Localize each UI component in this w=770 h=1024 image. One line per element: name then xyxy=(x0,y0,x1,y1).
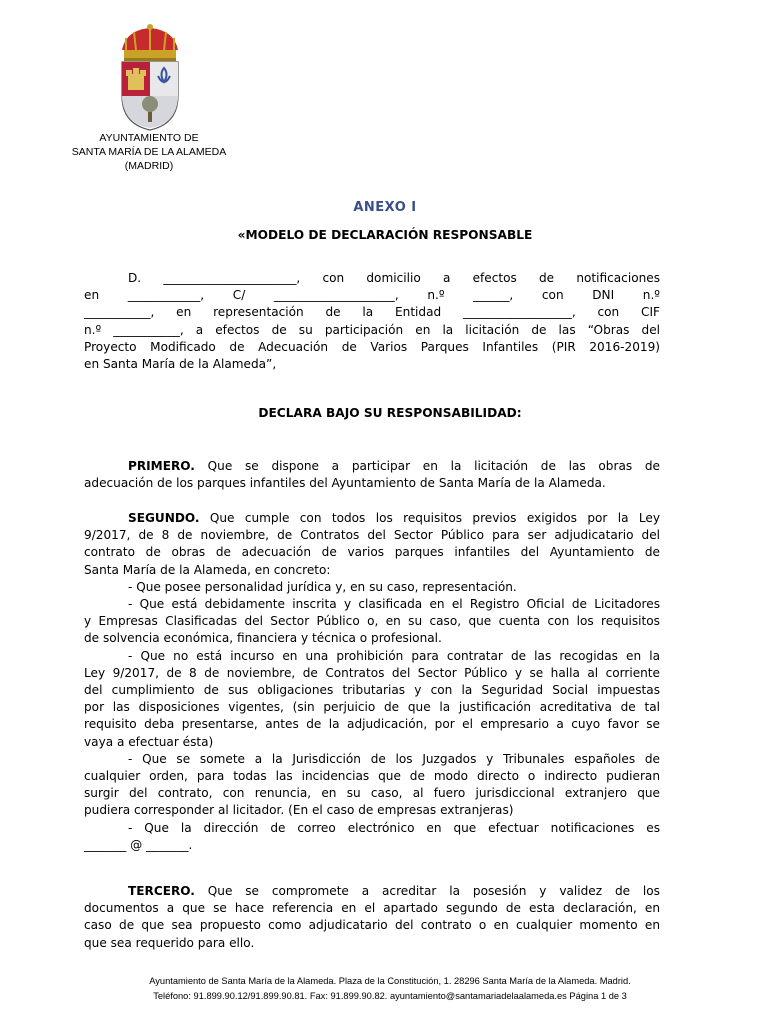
segundo-first-line xyxy=(84,510,660,527)
footer-address: Ayuntamiento de Santa María de la Alameda. Plaza de la Constitución, 1. 28296 Santa María de la Alameda. Madrid. xyxy=(149,976,631,986)
requirement-line: surgir del contrato, con renuncia, en su caso, al fuero jurisdiccional extranjero que xyxy=(84,786,660,801)
tercero-text: Que se compromete a acreditar la posesión y validez de los xyxy=(207,884,660,898)
segundo-text: Que cumple con todos los requisitos previos exigidos por la Ley xyxy=(209,511,660,525)
segundo-paragraph xyxy=(84,510,660,854)
municipality-name xyxy=(60,131,238,173)
tercero-line: que sea requerido para ello. xyxy=(84,935,255,950)
intro-line: n.º ___________, a efectos de su participación en la licitación de las “Obras del xyxy=(84,322,660,337)
tercero-first-line xyxy=(84,883,660,900)
logo-line-3: (MADRID) xyxy=(124,160,174,172)
primero-paragraph xyxy=(84,458,660,492)
requirement-line: de solvencia económica, financiera y técnica o profesional. xyxy=(84,631,442,646)
requirement-line: y Empresas Clasificadas del Sector Público o, en su caso, que cuenta con los requisitos xyxy=(84,614,660,629)
intro-line: ___________, en representación de la Entidad __________________, con CIF xyxy=(84,305,660,320)
logo-line-2: SANTA MARÍA DE LA ALAMEDA xyxy=(71,146,227,158)
requirement-line: del cumplimiento de sus obligaciones tributarias y con la Seguridad Social impuestas xyxy=(84,683,660,698)
requirement-line: requisito deba presentarse, antes de la adjudicación, por el empresario a cuyo favor se xyxy=(84,717,660,732)
requirement-item: - Que posee personalidad jurídica y, en su caso, representación. xyxy=(128,579,517,594)
page-footer xyxy=(70,974,710,1004)
intro-line: en ____________, C/ ____________________, n.º ______, con DNI n.º xyxy=(84,288,660,303)
tercero-paragraph xyxy=(84,883,660,952)
segundo-label: SEGUNDO. xyxy=(128,511,200,525)
tercero-line: caso de que sea propuesto como adjudicatario del contrato o en cualquier momento en xyxy=(84,918,660,933)
requirement-line: por las disposiciones vigentes, (sin perjuicio de que la justificación acreditativa de tal xyxy=(84,700,660,715)
intro-line: en Santa María de la Alameda”, xyxy=(84,357,277,372)
requirement-item: - Que se somete a la Jurisdicción de los Juzgados y Tribunales españoles de xyxy=(128,751,660,766)
primero-line: adecuación de los parques infantiles del Ayuntamiento de Santa María de la Alameda. xyxy=(84,476,606,491)
segundo-line: Santa María de la Alameda, en concreto: xyxy=(84,562,331,577)
intro-line: Proyecto Modificado de Adecuación de Varios Parques Infantiles (PIR 2016-2019) xyxy=(84,339,660,354)
tercero-label: TERCERO. xyxy=(128,884,195,898)
logo-line-1: AYUNTAMIENTO DE xyxy=(99,132,199,144)
model-title: «MODELO DE DECLARACIÓN RESPONSABLE xyxy=(237,228,533,242)
requirement-line: cualquier orden, para todas las incidencias que de modo directo o indirecto pudieran xyxy=(84,769,660,784)
requirement-line: Ley 9/2017, de 8 de noviembre, de Contratos del Sector Público y se halla al corriente xyxy=(84,665,660,680)
requirement-item: - Que está debidamente inscrita y clasificada en el Registro Oficial de Licitadores xyxy=(128,597,660,612)
annex-title: ANEXO I xyxy=(353,200,417,215)
segundo-line: contrato de obras de adecuación de varios parques infantiles del Ayuntamiento de xyxy=(84,545,660,560)
tercero-line: documentos a que se hace referencia en el apartado segundo de esta declaración, en xyxy=(84,901,660,916)
intro-paragraph xyxy=(84,270,660,373)
email-blank-line: _______ @ _______. xyxy=(84,837,193,852)
primero-text: Que se dispone a participar en la licitación de las obras de xyxy=(207,459,660,473)
requirement-line: vaya a efectuar ésta) xyxy=(84,734,214,749)
requirement-item: - Que no está incurso en una prohibición para contratar de las recogidas en la xyxy=(128,648,660,663)
footer-contact: Teléfono: 91.899.90.12/91.899.90.81. Fax: 91.899.90.82. ayuntamiento@santamariadelaalameda.es Página 1 de 3 xyxy=(153,991,627,1001)
intro-line: D. ______________________, con domicilio a efectos de notificaciones xyxy=(128,271,660,285)
municipal-crest-logo xyxy=(112,24,188,134)
segundo-line: 9/2017, de 8 de noviembre, de Contratos del Sector Público para ser adjudicatario del xyxy=(84,528,660,543)
requirement-line: pudiera corresponder al licitador. (En el caso de empresas extranjeras) xyxy=(84,803,514,818)
primero-first-line xyxy=(84,458,660,475)
primero-label: PRIMERO. xyxy=(128,459,195,473)
declara-heading: DECLARA BAJO SU RESPONSABILIDAD: xyxy=(258,406,522,420)
requirement-item: - Que la dirección de correo electrónico en que efectuar notificaciones es xyxy=(128,820,660,835)
